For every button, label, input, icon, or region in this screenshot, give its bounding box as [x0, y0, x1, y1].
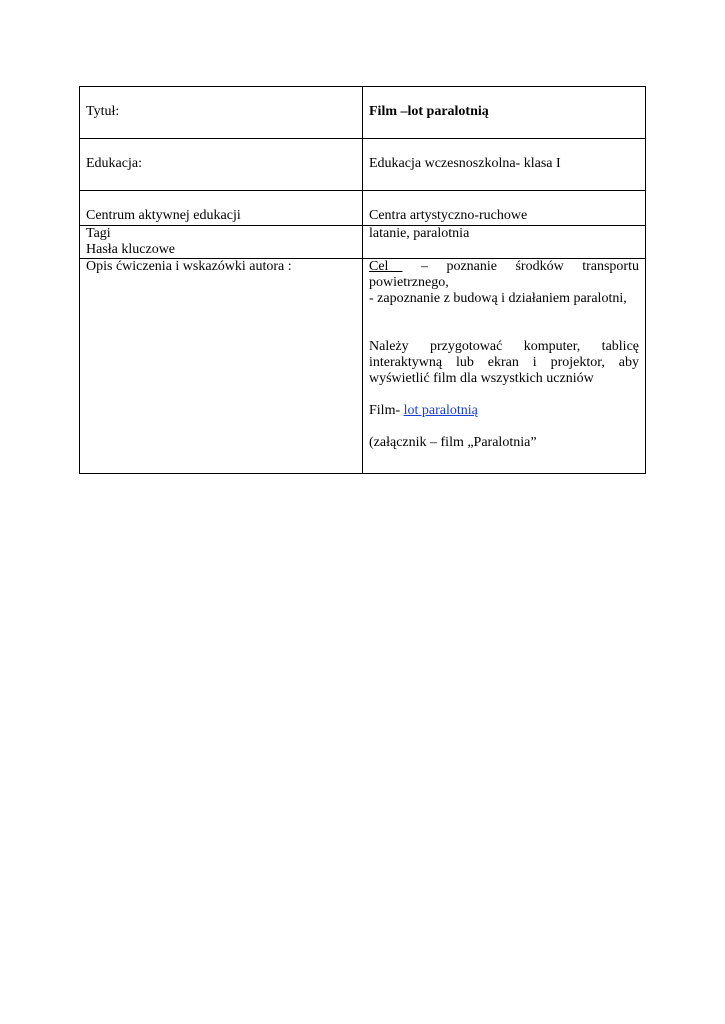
- education-value: Edukacja wczesnoszkolna- klasa I: [363, 139, 646, 191]
- goal-line: [369, 259, 639, 275]
- lesson-metadata-table: [79, 86, 646, 474]
- goal-word: transportu: [582, 259, 639, 274]
- description-row: [80, 259, 646, 474]
- center-row: [80, 191, 646, 226]
- goal-word: –: [420, 259, 428, 274]
- attachment-note: (załącznik – film „Paralotnia”: [369, 435, 537, 450]
- tags-row: [80, 226, 646, 259]
- preparation-text: Należy przygotować komputer, tablicę interaktywną lub ekran i projektor, aby wyświetlić film dla wszystkich uczniów: [369, 339, 639, 386]
- title-row: [80, 87, 646, 139]
- education-row: [80, 139, 646, 191]
- goal-label: Cel: [369, 259, 389, 274]
- film-prefix: Film-: [369, 403, 401, 418]
- center-value: Centra artystyczno-ruchowe: [363, 191, 646, 226]
- goal-word: środków: [515, 259, 564, 274]
- description-label: Opis ćwiczenia i wskazówki autora :: [80, 259, 363, 474]
- title-label: Tytuł:: [80, 87, 363, 139]
- center-label: Centrum aktywnej edukacji: [80, 191, 363, 226]
- goal-line-2: powietrznego,: [369, 275, 449, 290]
- goal-word: poznanie: [446, 259, 497, 274]
- title-value: Film –lot paralotnią: [363, 87, 646, 139]
- tags-value: latanie, paralotnia: [363, 226, 646, 259]
- keywords-label: Hasła kluczowe: [86, 242, 176, 257]
- film-link[interactable]: lot paralotnią: [403, 403, 478, 418]
- education-label: Edukacja:: [80, 139, 363, 191]
- goal-line-3: - zapoznanie z budową i działaniem paralotni,: [369, 291, 627, 306]
- tags-label-cell: [80, 226, 363, 259]
- description-value-cell: [363, 259, 646, 474]
- film-line: [369, 403, 639, 419]
- tags-label: Tagi: [86, 226, 111, 241]
